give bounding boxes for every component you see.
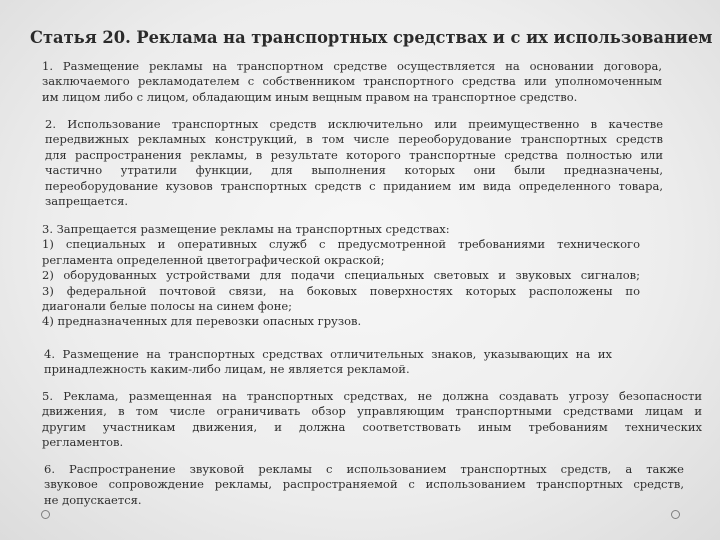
article-paragraph-1 — [42, 59, 662, 105]
article-paragraph-6 — [44, 462, 684, 508]
slide-title: Статья 20. Реклама на транспортных средствах и с их использованием — [30, 28, 713, 47]
paragraph-line: не допускается. — [44, 492, 142, 507]
article-paragraph-4 — [44, 347, 612, 378]
article-paragraph-2 — [45, 117, 663, 209]
paragraph-line: регламентов. — [42, 435, 124, 450]
decorative-circle-icon — [41, 510, 50, 519]
paragraph-line: передвижных рекламных конструкций, в том числе переоборудование транспортных средств — [45, 132, 663, 147]
paragraph-line: 3) федеральной почтовой связи, на боковых поверхностях которых расположены по — [42, 283, 640, 298]
paragraph-line: для распространения рекламы, в результате которого транспортные средства полностью или — [45, 147, 663, 162]
paragraph-line: запрещается. — [45, 194, 129, 209]
decorative-circle-icon — [671, 510, 680, 519]
paragraph-line: 2. Использование транспортных средств исключительно или преимущественно в качестве — [45, 117, 663, 131]
paragraph-line: 1) специальных и оперативных служб с предусмотренной требованиями технического — [42, 237, 640, 252]
paragraph-line: 2) оборудованных устройствами для подачи специальных световых и звуковых сигналов; — [42, 268, 640, 283]
paragraph-line: 4) предназначенных для перевозки опасных грузов. — [42, 314, 362, 329]
paragraph-line: 1. Размещение рекламы на транспортном средстве осуществляется на основании договора, — [42, 59, 662, 73]
paragraph-line: им лицом либо с лицом, обладающим иным вещным правом на транспортное средство. — [42, 89, 578, 104]
article-paragraph-5 — [42, 389, 702, 451]
paragraph-line: другим участникам движения, и должна соответствовать иным требованиям технических — [42, 419, 702, 434]
paragraph-line: заключаемого рекламодателем с собственником транспортного средства или уполномоченным — [42, 74, 662, 89]
paragraph-line: принадлежность каким-либо лицам, не является рекламой. — [44, 362, 410, 377]
paragraph-line: движения, в том числе ограничивать обзор управляющим транспортными средствами лицам и — [42, 404, 702, 419]
paragraph-line: 4. Размещение на транспортных средствах отличительных знаков, указывающих на их — [44, 347, 612, 361]
paragraph-line: регламента определенной цветографической окраской; — [42, 252, 385, 267]
paragraph-line: 5. Реклама, размещенная на транспортных средствах, не должна создавать угрозу безопасности — [42, 389, 702, 403]
paragraph-line: частично утратили функции, для выполнения которых они были предназначены, — [45, 163, 663, 178]
paragraph-line: 6. Распространение звуковой рекламы с использованием транспортных средств, а также — [44, 462, 684, 476]
paragraph-line: переоборудование кузовов транспортных средств с приданием им вида определенного товара, — [45, 178, 663, 193]
paragraph-line: диагонали белые полосы на синем фоне; — [42, 299, 293, 314]
article-paragraph-3 — [42, 222, 640, 330]
paragraph-line: звуковое сопровождение рекламы, распространяемой с использованием транспортных средств, — [44, 477, 684, 492]
paragraph-line: 3. Запрещается размещение рекламы на транспортных средствах: — [42, 222, 450, 236]
